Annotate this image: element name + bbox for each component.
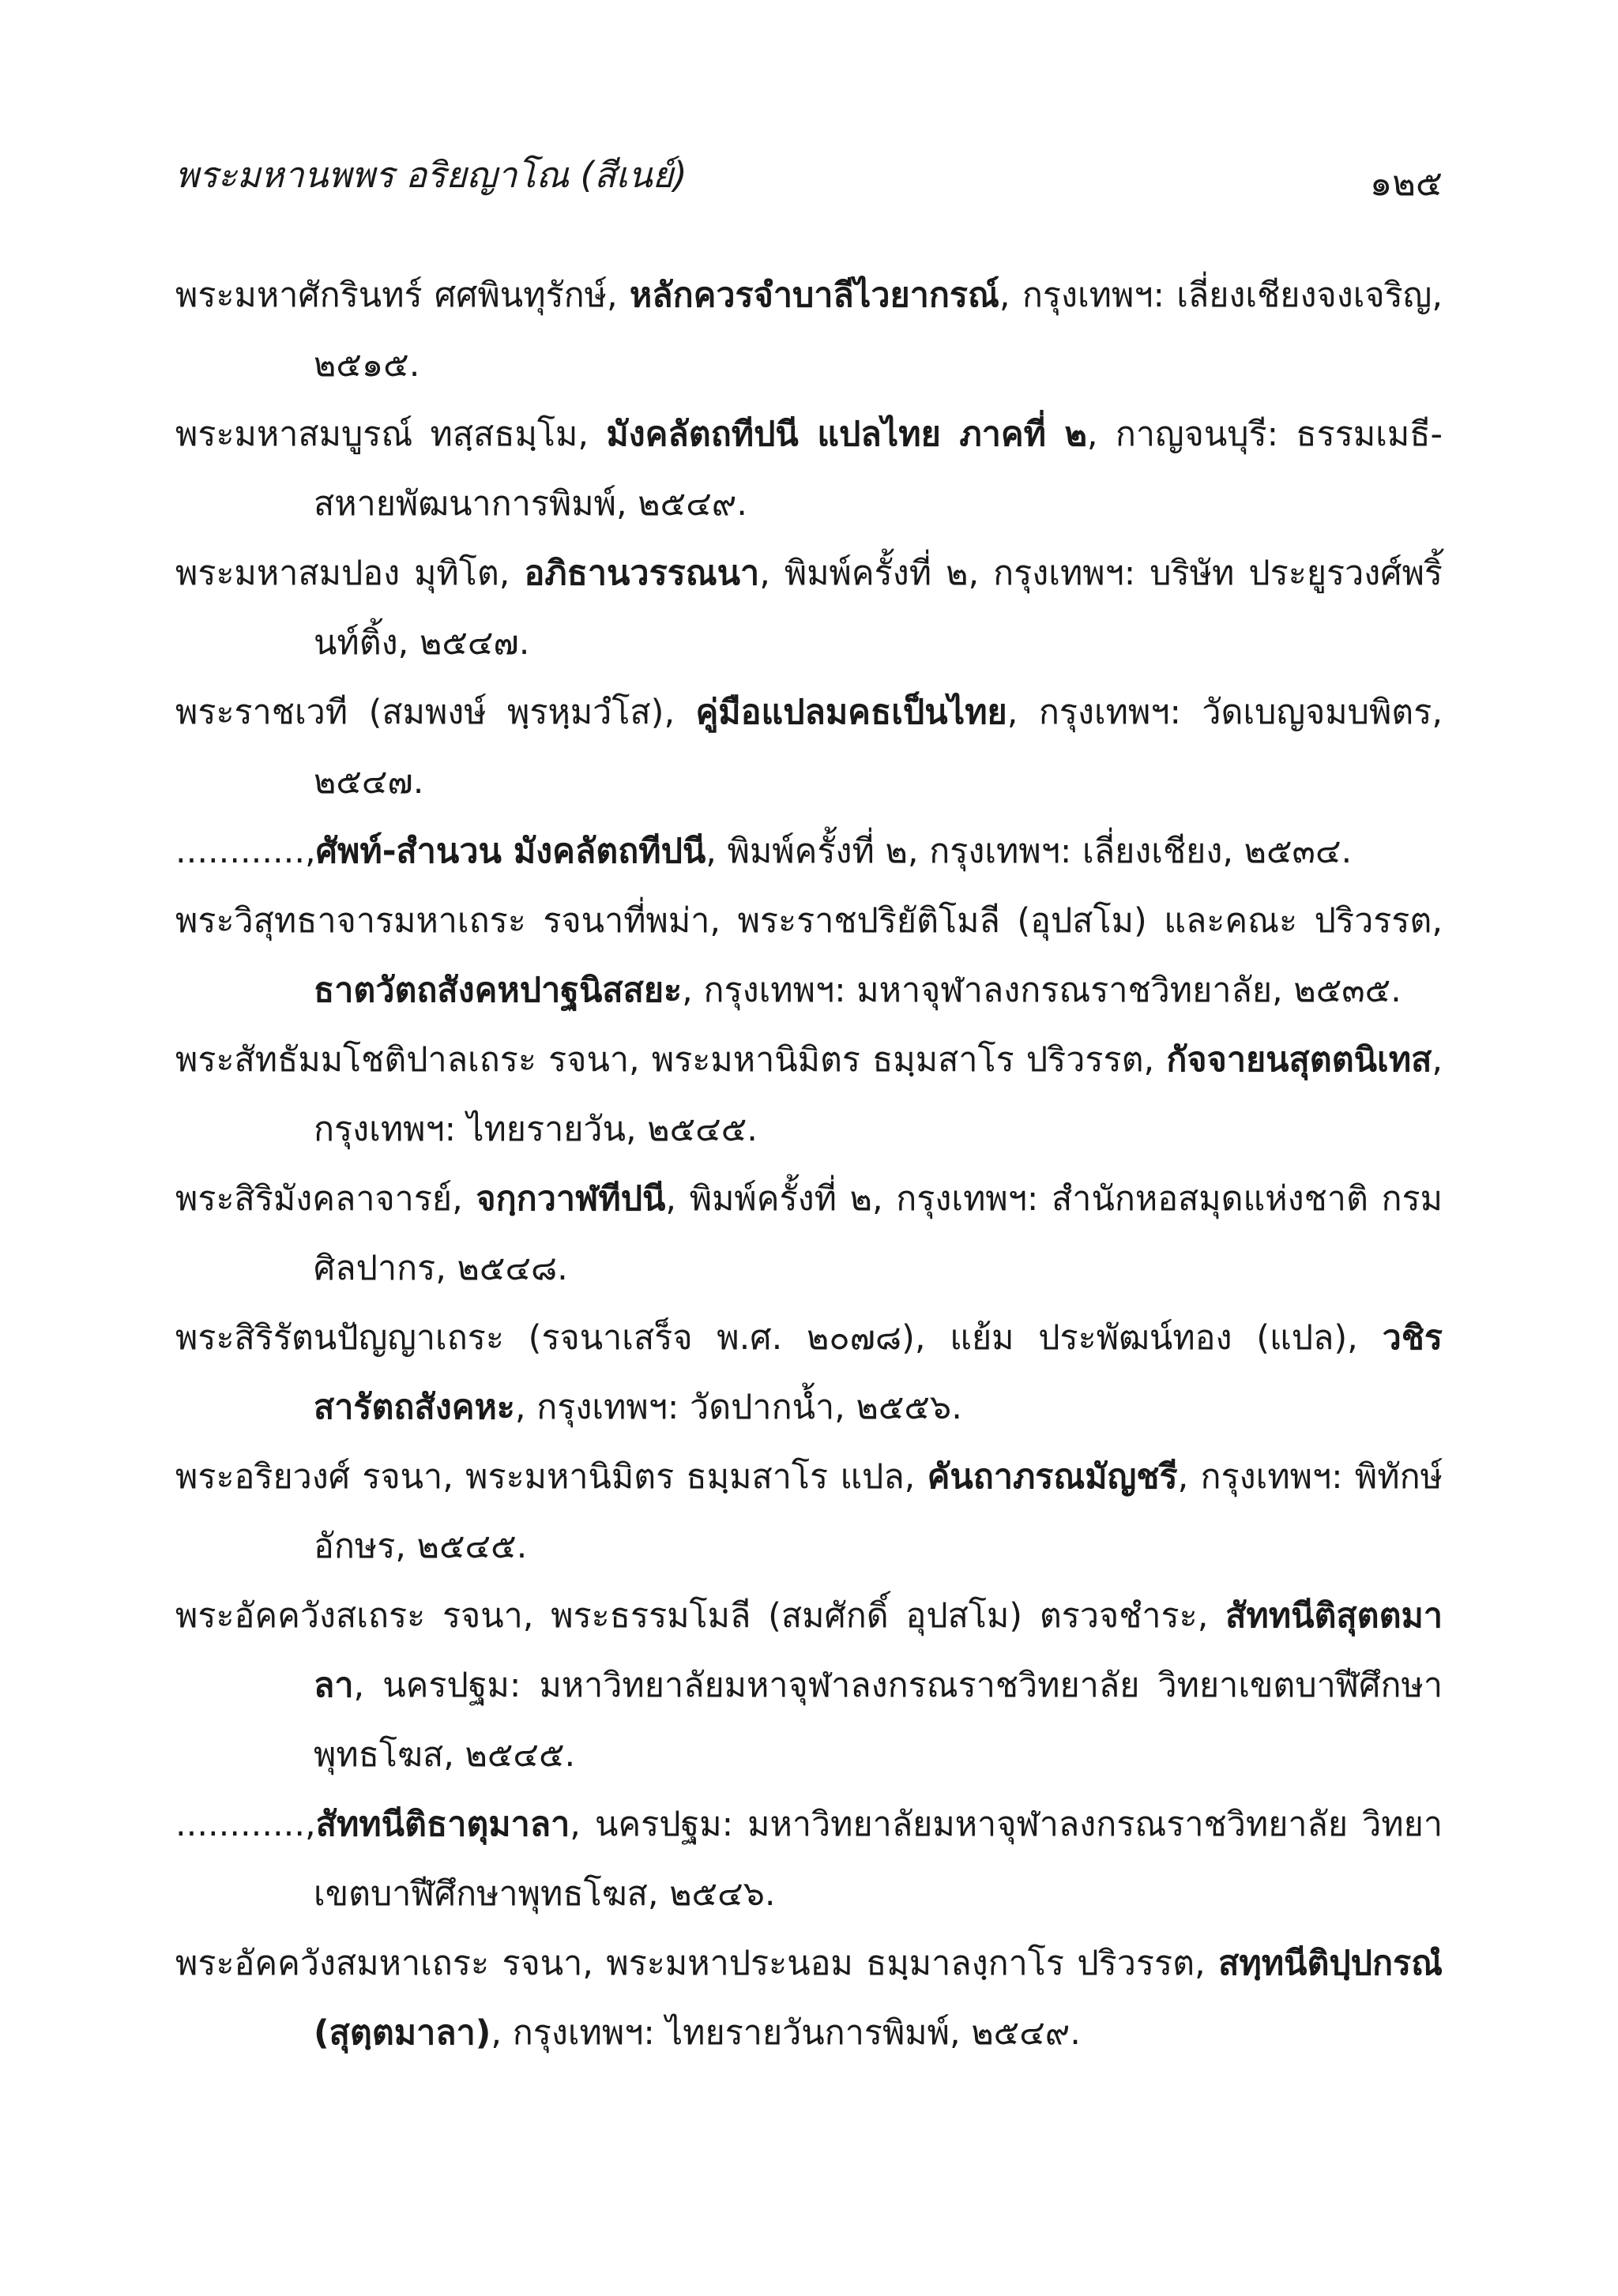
- entry-title: คันถาภรณมัญชรี: [927, 1457, 1178, 1497]
- bibliography-entry: [175, 400, 1443, 539]
- entry-title: หลักควรจำบาลีไวยากรณ์: [629, 276, 999, 315]
- entry-author-ditto: ............,: [175, 832, 316, 871]
- entry-publication: , กาญจนบุรี: ธรรมเมธี-สหายพัฒนาการพิมพ์, ๒๕๔๙.: [314, 415, 1443, 524]
- bibliography-entry: [175, 1929, 1443, 2068]
- running-title: พระมหานพพร อริยญาโณ (สีเนย์): [175, 154, 687, 196]
- entry-publication: , กรุงเทพฯ: เลี่ยงเชียงจงเจริญ, ๒๕๑๕.: [314, 276, 1443, 385]
- bibliography-entry: [175, 1025, 1443, 1164]
- bibliography-entry: [175, 886, 1443, 1025]
- entry-publication: , นครปฐม: มหาวิทยาลัยมหาจุฬาลงกรณราชวิทยาลัย วิทยาเขตบาฬีศึกษาพุทธโฆส, ๒๕๔๖.: [314, 1805, 1443, 1914]
- entry-publication: , กรุงเทพฯ: วัดปากน้ำ, ๒๕๕๖.: [514, 1388, 962, 1427]
- entry-title: อภิธานวรรณนา: [524, 554, 760, 593]
- entry-publication: , พิมพ์ครั้งที่ ๒, กรุงเทพฯ: บริษัท ประยูรวงศ์พริ้นท์ติ้ง, ๒๕๔๗.: [314, 554, 1443, 663]
- entry-publication: , พิมพ์ครั้งที่ ๒, กรุงเทพฯ: สำนักหอสมุดแห่งชาติ กรมศิลปากร, ๒๕๔๘.: [314, 1179, 1443, 1288]
- bibliography-entry: [175, 817, 1443, 886]
- entry-author-ditto: ............,: [175, 1805, 316, 1844]
- entry-title: สัททนีติสุตตมาลา: [314, 1596, 1443, 1705]
- entry-publication: , กรุงเทพฯ: วัดเบญจมบพิตร, ๒๕๔๗.: [314, 693, 1443, 802]
- entry-author: พระมหาสมบูรณ์ ทสฺสธมฺโม,: [175, 415, 607, 454]
- entry-title: คู่มือแปลมคธเป็นไทย: [695, 693, 1007, 732]
- entry-title: วชิรสารัตถสังคหะ: [314, 1318, 1443, 1427]
- page-header: [175, 146, 1443, 204]
- entry-author: พระมหาสมปอง มุทิโต,: [175, 554, 525, 593]
- entry-publication: , นครปฐม: มหาวิทยาลัยมหาจุฬาลงกรณราชวิทยาลัย วิทยาเขตบาฬีศึกษาพุทธโฆส, ๒๕๔๕.: [314, 1666, 1443, 1775]
- entry-publication: , กรุงเทพฯ: ไทยรายวัน, ๒๕๔๕.: [314, 1040, 1443, 1149]
- bibliography-entry: [175, 1303, 1443, 1442]
- bibliography-entry: [175, 1581, 1443, 1790]
- entry-title: สัททนีติธาตุมาลา: [315, 1805, 570, 1844]
- bibliography-entry: [175, 1790, 1443, 1929]
- entry-title: ธาตวัตถสังคหปาฐนิสสยะ: [314, 971, 683, 1010]
- entry-author: พระสิริรัตนปัญญาเถระ (รจนาเสร็จ พ.ศ. ๒๐๗๘), แย้ม ประพัฒน์ทอง (แปล),: [175, 1318, 1383, 1358]
- entry-author: พระอัคควังสมหาเถระ รจนา, พระมหาประนอม ธมฺมาลงฺกาโร ปริวรรต,: [175, 1944, 1219, 1983]
- entry-title: มังคลัตถทีปนี แปลไทย ภาคที่ ๒: [606, 415, 1087, 454]
- bibliography-entry: [175, 1164, 1443, 1303]
- entry-author: พระอัคควังสเถระ รจนา, พระธรรมโมลี (สมศักดิ์ อุปสโม) ตรวจชำระ,: [175, 1596, 1226, 1636]
- entry-title: สทฺทนีติปฺปกรณํ (สุตฺตมาลา): [314, 1944, 1443, 2053]
- entry-publication: , กรุงเทพฯ: ไทยรายวันการพิมพ์, ๒๕๔๙.: [491, 2013, 1081, 2053]
- entry-author: พระวิสุทธาจารมหาเถระ รจนาที่พม่า, พระราชปริยัติโมลี (อุปสโม) และคณะ ปริวรรต,: [175, 901, 1443, 941]
- page-number: ๑๒๕: [1369, 162, 1443, 204]
- entry-author: พระอริยวงศ์ รจนา, พระมหานิมิตร ธมฺมสาโร แปล,: [175, 1457, 928, 1497]
- bibliography-entry: [175, 539, 1443, 678]
- entry-author: พระสัทธัมมโชติปาลเถระ รจนา, พระมหานิมิตร ธมฺมสาโร ปริวรรต,: [175, 1040, 1167, 1080]
- entry-title: จกฺกวาฬทีปนี: [476, 1179, 666, 1219]
- entry-publication: , กรุงเทพฯ: มหาจุฬาลงกรณราชวิทยาลัย, ๒๕๓๕.: [682, 971, 1402, 1010]
- entry-author: พระสิริมังคลาจารย์,: [175, 1179, 476, 1219]
- bibliography-entry: [175, 261, 1443, 400]
- entry-author: พระมหาศักรินทร์ ศศพินทุรักษ์,: [175, 276, 630, 315]
- bibliography-entry: [175, 1442, 1443, 1581]
- bibliography-list: [175, 261, 1443, 2068]
- entry-author: พระราชเวที (สมพงษ์ พฺรหฺมวํโส),: [175, 693, 696, 732]
- entry-publication: , พิมพ์ครั้งที่ ๒, กรุงเทพฯ: เลี่ยงเชียง, ๒๕๓๔.: [706, 832, 1353, 871]
- entry-title: ศัพท์-สำนวน มังคลัตถทีปนี: [315, 832, 706, 871]
- bibliography-entry: [175, 678, 1443, 817]
- entry-publication: , กรุงเทพฯ: พิทักษ์อักษร, ๒๕๔๕.: [314, 1457, 1443, 1566]
- entry-title: กัจจายนสุตตนิเทส: [1166, 1040, 1432, 1080]
